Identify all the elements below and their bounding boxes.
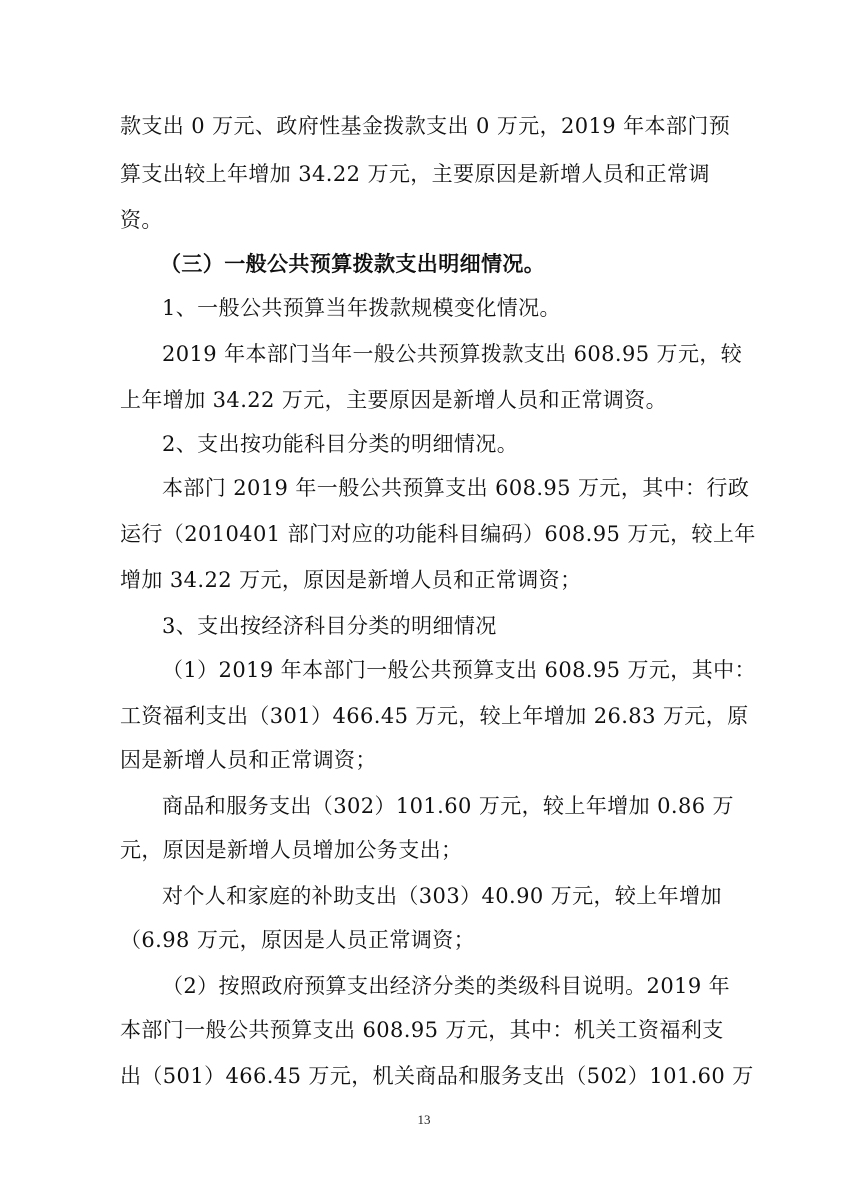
body-text-line: 工资福利支出（301）466.45 万元，较上年增加 26.83 万元，原 — [120, 704, 749, 728]
body-text-line: 款支出 0 万元、政府性基金拨款支出 0 万元，2019 年本部门预 — [120, 114, 731, 138]
body-text-line: 因是新增人员和正常调资； — [120, 748, 377, 772]
body-text-line: （1）2019 年本部门一般公共预算支出 608.95 万元，其中： — [162, 658, 756, 682]
body-text-line: 算支出较上年增加 34.22 万元，主要原因是新增人员和正常调 — [120, 162, 710, 186]
subsection-heading: 3、支出按经济科目分类的明细情况 — [162, 614, 497, 638]
subsection-heading: 1、一般公共预算当年拨款规模变化情况。 — [162, 296, 561, 320]
body-text-line: 增加 34.22 万元，原因是新增人员和正常调资； — [120, 568, 582, 592]
body-text-line: 元，原因是新增人员增加公务支出； — [120, 838, 463, 862]
body-text-line: 对个人和家庭的补助支出（303）40.90 万元，较上年增加 — [162, 884, 722, 908]
body-text-line: （2）按照政府预算支出经济分类的类级科目说明。2019 年 — [162, 974, 731, 998]
body-text-line: 商品和服务支出（302）101.60 万元，较上年增加 0.86 万 — [162, 794, 734, 818]
section-heading: （三）一般公共预算拨款支出明细情况。 — [160, 251, 546, 276]
subsection-heading: 2、支出按功能科目分类的明细情况。 — [162, 432, 519, 456]
body-text-line: 资。 — [120, 208, 163, 232]
body-text-line: 出（501）466.45 万元，机关商品和服务支出（502）101.60 万 — [120, 1064, 754, 1088]
body-text-line: 本部门一般公共预算支出 608.95 万元，其中：机关工资福利支 — [120, 1018, 724, 1042]
body-text-line: 上年增加 34.22 万元，主要原因是新增人员和正常调资。 — [120, 388, 668, 412]
body-text-line: 本部门 2019 年一般公共预算支出 608.95 万元，其中：行政 — [162, 476, 750, 500]
body-text-line: 2019 年本部门当年一般公共预算拨款支出 608.95 万元，较 — [162, 342, 743, 366]
page-number: 13 — [417, 1112, 431, 1127]
body-text-line: （6.98 万元，原因是人员正常调资； — [120, 928, 476, 952]
body-text-line: 运行（2010401 部门对应的功能科目编码）608.95 万元，较上年 — [120, 522, 756, 546]
